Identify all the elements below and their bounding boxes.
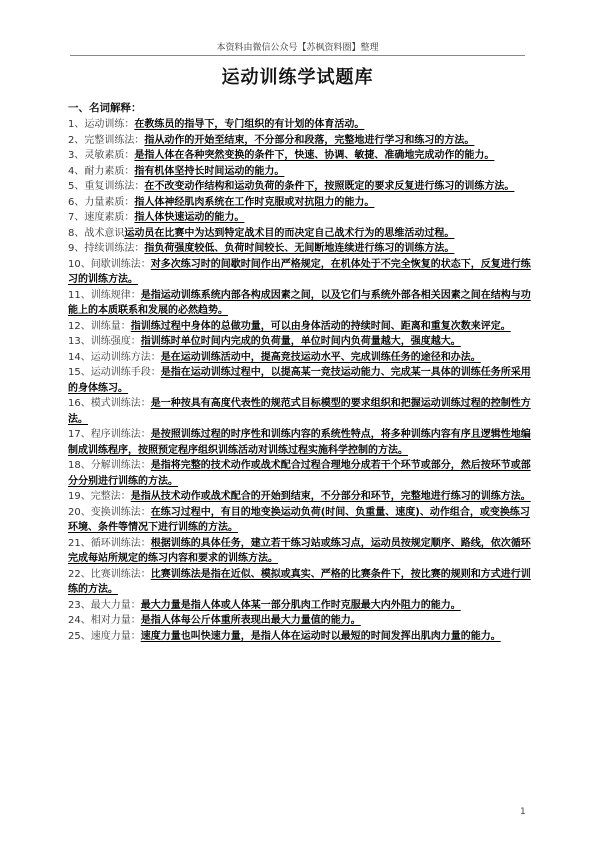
term-definition: 是指将完整的技术动作或战术配合过程合理地分成若干个环节或部分，然后按环节或部分分别进行训练的方法。 <box>68 460 531 487</box>
term-label: 比赛训练法： <box>90 568 151 580</box>
term-label: 运动训练： <box>84 119 135 130</box>
item-number: 10、 <box>68 258 91 270</box>
term-label: 持续训练法： <box>84 243 145 254</box>
term-label: 运动训练手段： <box>90 367 161 378</box>
header-divider <box>70 55 525 56</box>
definition-item <box>68 598 538 614</box>
term-label: 相对力量： <box>90 615 141 626</box>
item-number: 25、 <box>68 630 91 642</box>
page-number: 1 <box>520 807 526 817</box>
term-label: 完整训练法： <box>84 134 145 146</box>
definition-item <box>68 334 538 350</box>
definition-item <box>68 179 538 195</box>
term-label: 重复训练法： <box>84 181 145 192</box>
term-definition: 是指人体在各种突然变换的条件下，快速、协调、敏捷、准确地完成动作的能力。 <box>134 150 495 161</box>
item-number: 18、 <box>68 460 91 471</box>
definition-item <box>68 458 538 489</box>
term-definition: 速度力量也叫快速力量，是指人体在运动时以最短的时间发挥出肌肉力量的能力。 <box>140 630 501 642</box>
term-label: 完整法： <box>90 491 131 502</box>
term-definition: 是指运动训练系统内部各构成因素之间，以及它们与系统外部各相关因素之间在结构与功能上的本质联系和发展的必然趋势。 <box>68 289 531 316</box>
term-label: 训练强度： <box>90 336 141 347</box>
definition-item <box>68 288 538 319</box>
item-number: 15、 <box>68 367 91 378</box>
definition-item <box>68 427 538 458</box>
term-label: 分解训练法： <box>90 460 151 471</box>
section-heading: 一、名词解释： <box>68 102 142 114</box>
definition-item <box>68 536 538 567</box>
item-number: 3、 <box>68 150 85 161</box>
item-number: 17、 <box>68 429 91 440</box>
term-definition: 指有机体坚持长时间运动的能力。 <box>134 165 285 177</box>
term-definition: 是指在运动训练过程中，以提高某一竞技运动能力、完成某一具体的训练任务所采用的身体练习。 <box>68 367 531 394</box>
item-number: 19、 <box>68 491 91 502</box>
term-definition: 根据训练的具体任务，建立若干练习站或练习点，运动员按规定顺序、路线，依次循环完成每站所规定的练习内容和要求的训练方法。 <box>68 537 531 564</box>
term-definition: 比赛训练法是指在近似、模拟或真实、严格的比赛条件下，按比赛的规则和方式进行训练的方法。 <box>68 568 531 595</box>
definition-item <box>68 365 538 396</box>
item-number: 13、 <box>68 336 91 347</box>
term-label: 程序训练法： <box>90 429 151 440</box>
definition-item <box>68 226 538 242</box>
definition-item <box>68 164 538 180</box>
item-number: 20、 <box>68 506 91 518</box>
term-label: 灵敏素质： <box>84 150 135 161</box>
term-definition: 指人体神经肌肉系统在工作时克服或对抗阻力的能力。 <box>134 196 375 208</box>
definition-item <box>68 505 538 536</box>
term-definition: 在教练员的指导下，专门组织的有计划的体育活动。 <box>134 119 365 130</box>
definition-item <box>68 117 538 133</box>
item-number: 12、 <box>68 320 91 332</box>
term-label: 运动训练方法： <box>90 351 161 363</box>
definition-item <box>68 241 538 257</box>
definition-item <box>68 489 538 505</box>
item-number: 14、 <box>68 351 91 363</box>
definition-item <box>68 210 538 226</box>
item-number: 21、 <box>68 537 91 549</box>
definition-item <box>68 148 538 164</box>
term-definition: 运动员在比赛中为达到特定战术目的而决定自己战术行为的思维活动过程。 <box>124 227 455 239</box>
item-number: 4、 <box>68 165 85 177</box>
term-definition: 对多次练习时的间歇时间作出严格规定，在机体处于不完全恢复的状态下，反复进行练习的训练方法。 <box>68 258 531 285</box>
term-label: 最大力量： <box>90 599 141 611</box>
term-label: 速度素质： <box>84 212 135 223</box>
definition-item <box>68 350 538 366</box>
definition-item <box>68 133 538 149</box>
document-title: 运动训练学试题库 <box>221 67 374 88</box>
definition-item <box>68 195 538 211</box>
definition-item <box>68 257 538 288</box>
term-label: 模式训练法： <box>90 398 151 409</box>
item-number: 1、 <box>68 119 85 130</box>
term-definition: 是在运动训练活动中，提高竞技运动水平、完成训练任务的途径和办法。 <box>160 351 481 363</box>
item-number: 23、 <box>68 599 91 611</box>
item-number: 2、 <box>68 134 85 146</box>
term-definition: 指训练过程中身体的总做功量，可以由身体活动的持续时间、距离和重复次数来评定。 <box>130 320 511 332</box>
term-label: 变换训练法： <box>90 506 151 518</box>
term-label: 间歇训练法： <box>90 258 151 270</box>
page-header-source: 本资料由微信公众号【苏枫资料圈】整理 <box>216 43 379 53</box>
document-body <box>68 101 538 644</box>
definition-item <box>68 396 538 427</box>
term-definition: 指从动作的开始至结束，不分部分和段落，完整地进行学习和练习的方法。 <box>144 134 475 146</box>
term-definition: 在不改变动作结构和运动负荷的条件下，按照既定的要求反复进行练习的训练方法。 <box>144 181 515 192</box>
term-definition: 在练习过程中，有目的地变换运动负荷(时间、负重量、速度)、动作组合，或变换练习环境、条件等情况下进行训练的方法。 <box>68 506 530 533</box>
item-number: 5、 <box>68 181 85 192</box>
definition-item <box>68 629 538 645</box>
term-definition: 是按照训练过程的时序性和训练内容的系统性特点，将多种训练内容有序且逻辑性地编制成训练程序，按照预定程序组织训练活动对训练过程实施科学控制的方法。 <box>68 429 531 456</box>
term-label: 力量素质： <box>84 196 135 208</box>
item-number: 9、 <box>68 243 85 254</box>
item-number: 22、 <box>68 568 91 580</box>
term-label: 训练量： <box>90 320 131 332</box>
item-number: 7、 <box>68 212 85 223</box>
definition-item <box>68 613 538 629</box>
definition-list <box>68 117 538 644</box>
term-definition: 指人体快速运动的能力。 <box>134 212 245 223</box>
term-label: 速度力量： <box>90 630 141 642</box>
term-definition: 指负荷强度较低、负荷时间较长、无间断地连续进行练习的训练方法。 <box>144 243 455 254</box>
term-label: 耐力素质： <box>84 165 135 177</box>
term-definition: 指训练时单位时间内完成的负荷量，单位时间内负荷量越大，强度越大。 <box>140 336 461 347</box>
item-number: 8、 <box>68 227 85 239</box>
term-definition: 是一种按具有高度代表性的规范式目标模型的要求组织和把握运动训练过程的控制性方法。 <box>68 398 531 425</box>
definition-item <box>68 567 538 598</box>
term-label: 循环训练法： <box>90 537 151 549</box>
term-definition: 是指人体每公斤体重所表现出最大力量值的能力。 <box>140 615 361 626</box>
item-number: 6、 <box>68 196 85 208</box>
term-definition: 是指从技术动作或战术配合的开始到结束，不分部分和环节，完整地进行练习的训练方法。 <box>130 491 531 502</box>
item-number: 24、 <box>68 615 91 626</box>
term-label: 战术意识 <box>84 227 125 239</box>
item-number: 11、 <box>68 289 91 301</box>
definition-item <box>68 319 538 335</box>
term-label: 训练规律： <box>90 289 141 301</box>
term-definition: 最大力量是指人体或人体某一部分肌肉工作时克服最大内外阻力的能力。 <box>140 599 461 611</box>
item-number: 16、 <box>68 398 91 409</box>
